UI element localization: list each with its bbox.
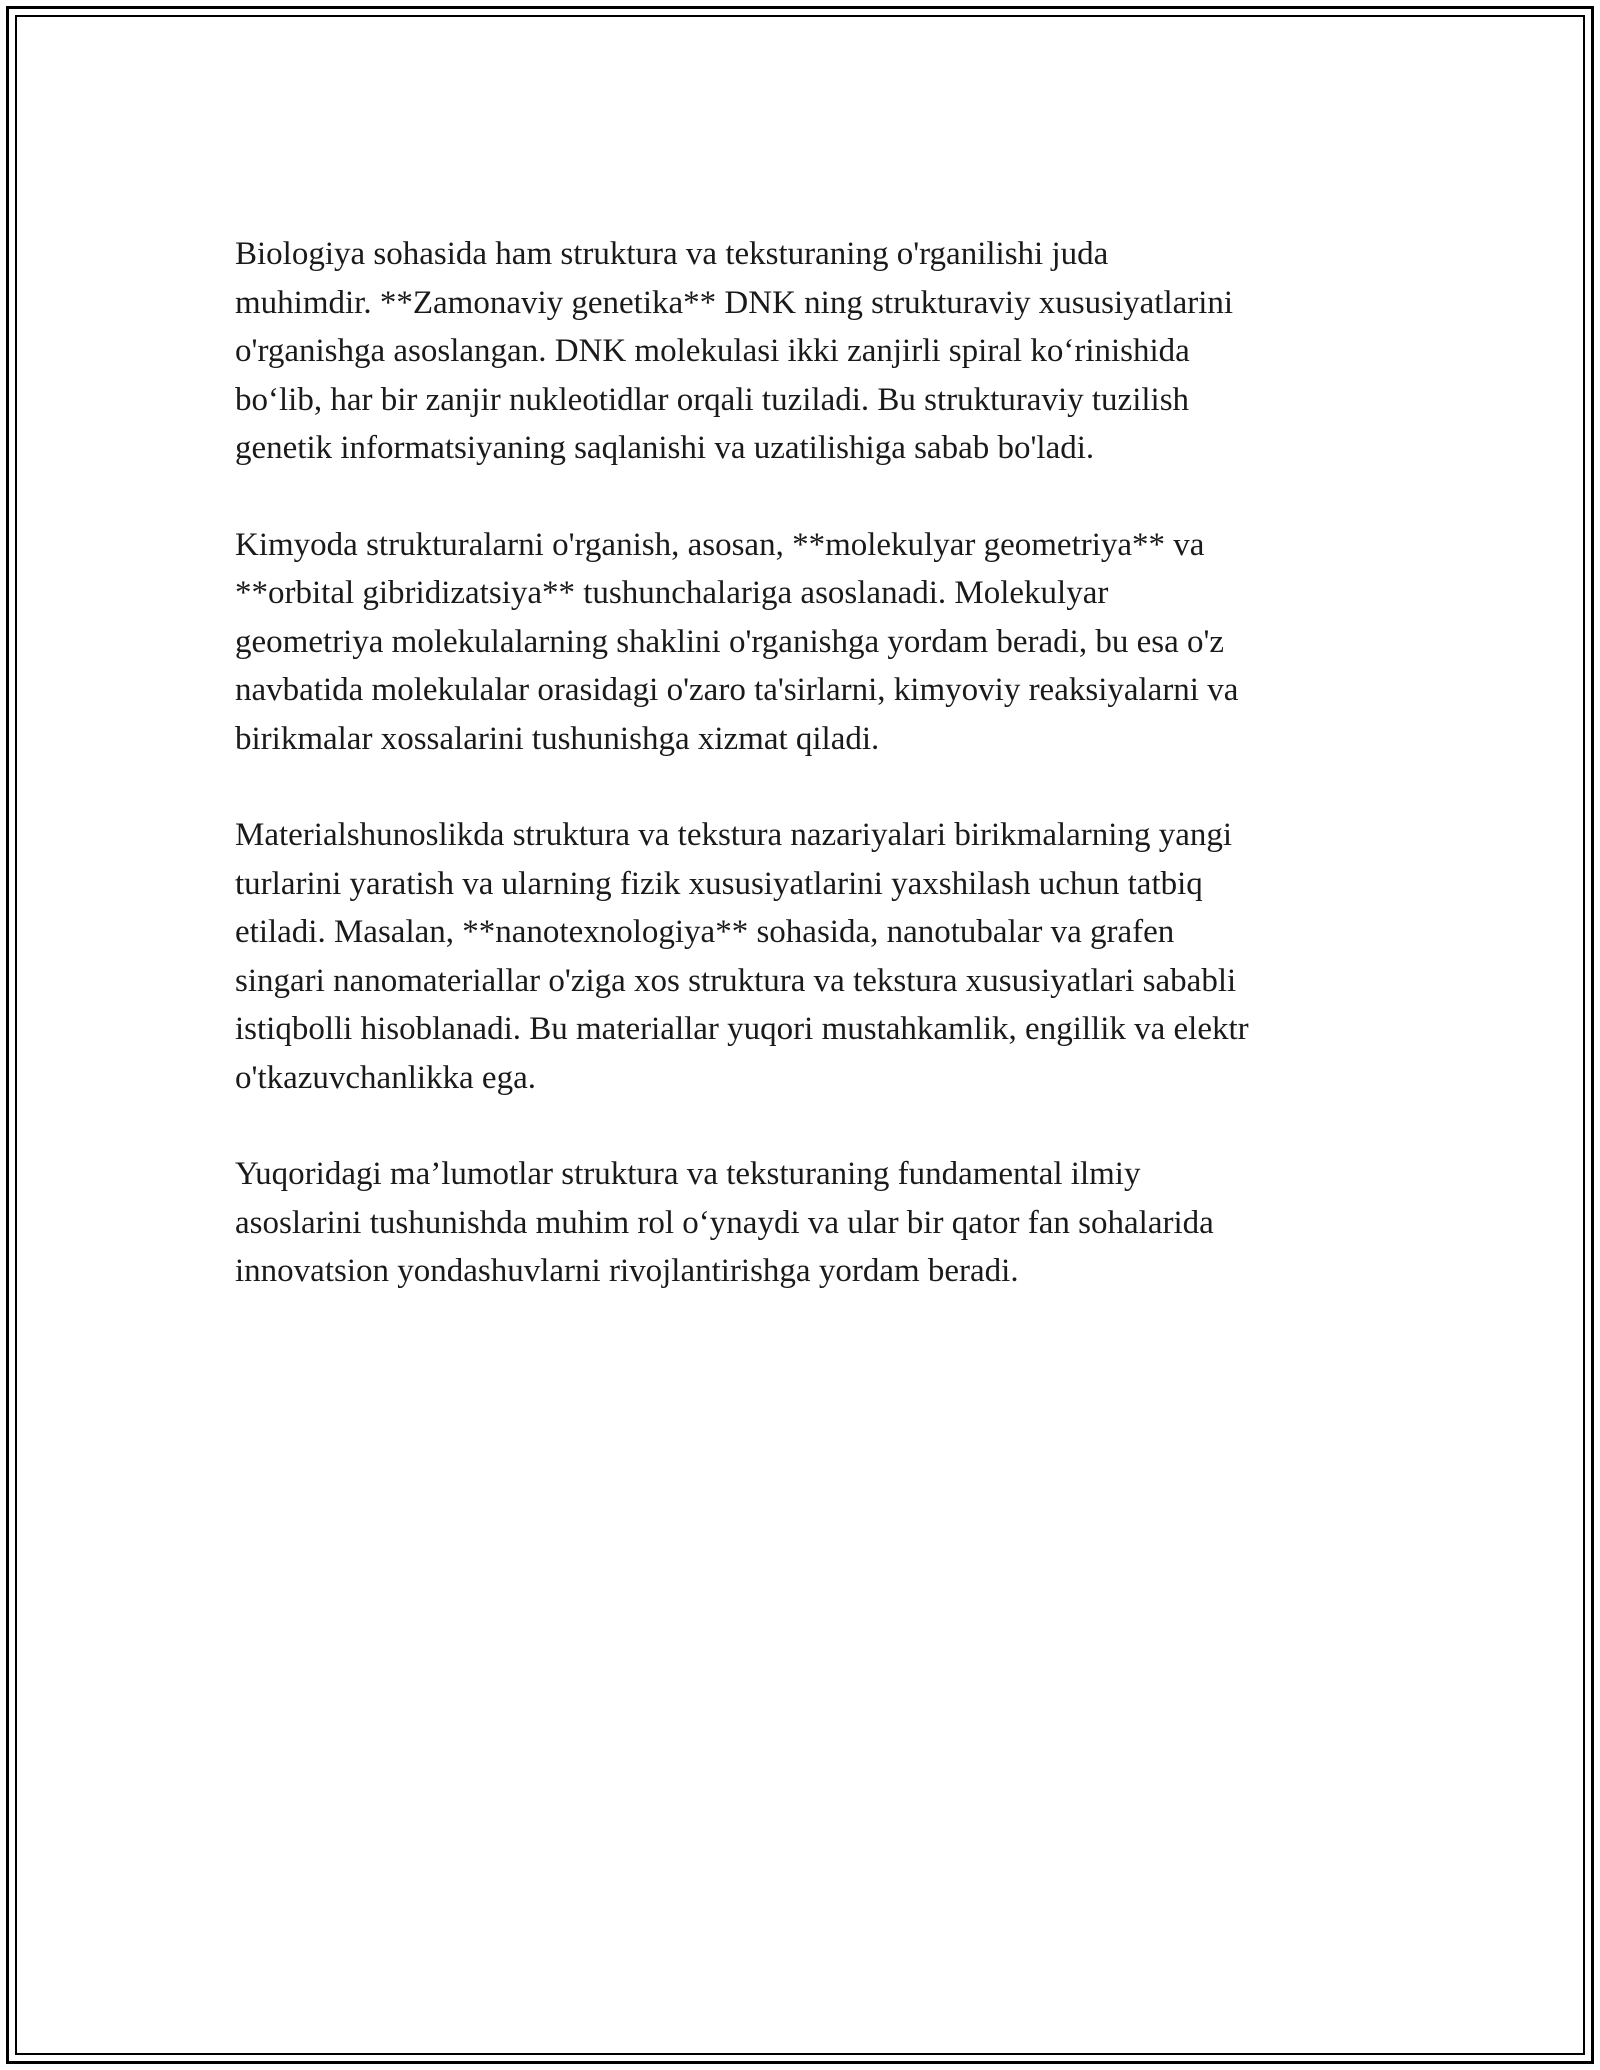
paragraph-biology: Biologiya sohasida ham struktura va teksturaning o'rganilishi juda muhimdir. **Zamonaviy genetika** DNK ning strukturaviy xususiyatlarini o'rganishga asoslangan. DNK molekulasi ikki zanjirli spiral ko‘rinishida bo‘lib, har bir zanjir nukleotidlar orqali tuziladi. Bu strukturaviy tuzilish genetik informatsiyaning saqlanishi va uzatilishiga sabab bo'ladi. [235,236,1234,466]
paragraph-chemistry: Kimyoda strukturalarni o'rganish, asosan, **molekulyar geometriya** va **orbital gibridizatsiya** tushunchalariga asoslanadi. Molekulyar geometriya molekulalarning shaklini o'rganishga yordam beradi, bu esa o'z navbatida molekulalar orasidagi o'zaro ta'sirlarni, kimyoviy reaksiyalarni va birikmalar xossalarini tushunishga xizmat qiladi. [235,526,1239,757]
paragraph-materials: Materialshunoslikda struktura va tekstura nazariyalari birikmalarning yangi turlarini yaratish va ularning fizik xususiyatlarini yaxshilash uchun tatbiq etiladi. Masalan, **nanotexnologiya** sohasida, nanotubalar va grafen singari nanomateriallar o'ziga xos struktura va tekstura xususiyatlari sababli istiqbolli hisoblanadi. Bu materiallar yuqori mustahkamlik, engillik va elektr o'tkazuvchanlikka ega. [235,817,1249,1096]
paragraph-conclusion: Yuqoridagi ma’lumotlar struktura va teksturaning fundamental ilmiy asoslarini tushunishda muhim rol o‘ynaydi va ular bir qator fan sohalarida innovatsion yondashuvlarni rivojlantirishga yordam beradi. [235,1156,1214,1289]
document-body [235,230,1375,1344]
